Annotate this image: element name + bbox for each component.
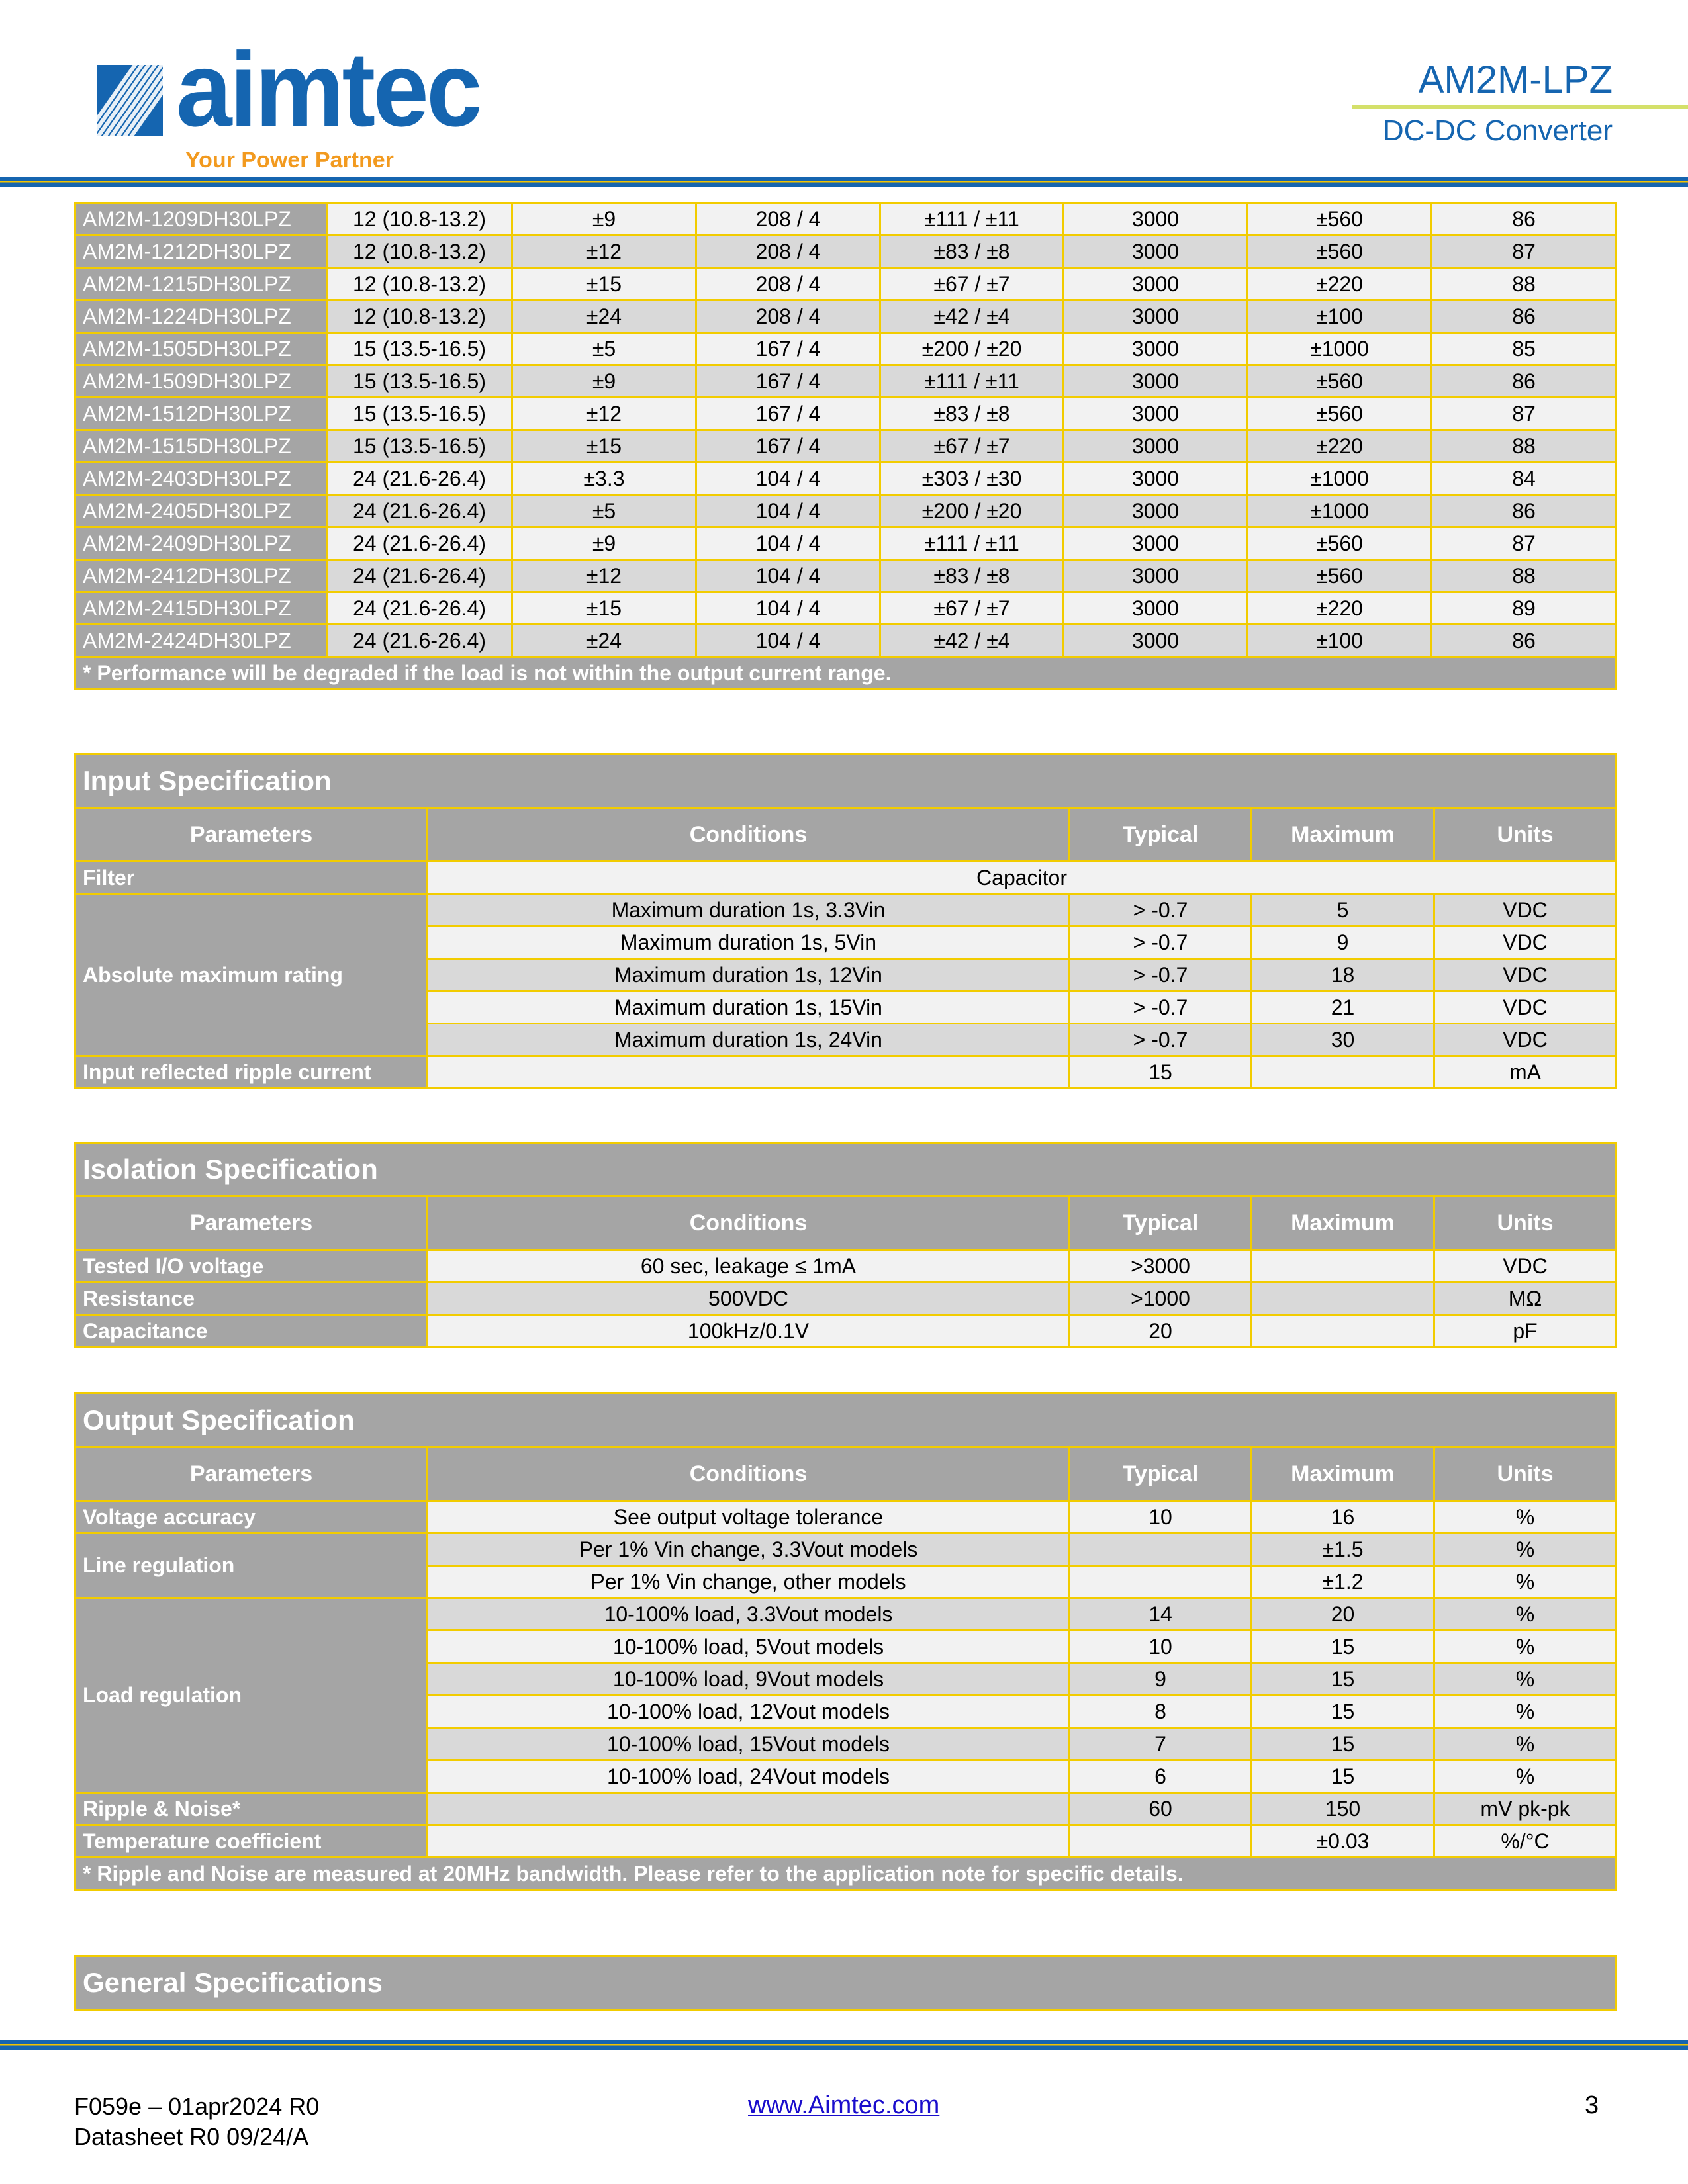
maximum-value: 16	[1252, 1501, 1434, 1533]
parameter-label: Resistance	[75, 1283, 428, 1315]
maximum-value: 5	[1252, 894, 1434, 927]
website-link[interactable]: www.Aimtec.com	[748, 2091, 940, 2119]
models-footnote-row	[75, 657, 1617, 690]
model-value: 86	[1432, 300, 1617, 333]
model-row	[75, 268, 1617, 300]
column-header: Maximum	[1252, 1197, 1434, 1250]
parameter-label: Load regulation	[75, 1598, 428, 1793]
model-value: 104 / 4	[696, 592, 880, 625]
maximum-value: ±1.2	[1252, 1566, 1434, 1598]
condition: Capacitor	[428, 862, 1617, 894]
model-value: 88	[1432, 268, 1617, 300]
model-value: 167 / 4	[696, 365, 880, 398]
units: %	[1434, 1728, 1617, 1760]
model-value: ±111 / ±11	[880, 527, 1064, 560]
model-name: AM2M-1212DH30LPZ	[75, 236, 327, 268]
model-value: 104 / 4	[696, 527, 880, 560]
isolation-specification-table	[74, 1142, 1617, 1348]
model-name: AM2M-2403DH30LPZ	[75, 463, 327, 495]
column-header: Conditions	[428, 1447, 1070, 1501]
model-value: 86	[1432, 203, 1617, 236]
units: %	[1434, 1566, 1617, 1598]
units: MΩ	[1434, 1283, 1617, 1315]
footer-revision	[74, 2091, 319, 2152]
model-value: 24 (21.6-26.4)	[327, 463, 512, 495]
document-title: AM2M-LPZ	[1418, 58, 1613, 101]
column-header: Parameters	[75, 1197, 428, 1250]
condition: 10-100% load, 12Vout models	[428, 1696, 1070, 1728]
model-value: 3000	[1064, 527, 1248, 560]
spec-row	[75, 1533, 1617, 1566]
condition: Per 1% Vin change, 3.3Vout models	[428, 1533, 1070, 1566]
model-value: ±560	[1248, 560, 1432, 592]
section-title: Output Specification	[75, 1394, 1617, 1447]
model-value: ±560	[1248, 527, 1432, 560]
model-value: ±111 / ±11	[880, 365, 1064, 398]
model-value: ±560	[1248, 398, 1432, 430]
column-header: Typical	[1070, 1197, 1252, 1250]
model-value: 15 (13.5-16.5)	[327, 398, 512, 430]
model-value: 24 (21.6-26.4)	[327, 560, 512, 592]
maximum-value: 15	[1252, 1728, 1434, 1760]
model-value: ±83 / ±8	[880, 560, 1064, 592]
column-header: Typical	[1070, 808, 1252, 862]
column-header: Units	[1434, 808, 1617, 862]
maximum-value: 15	[1252, 1696, 1434, 1728]
model-value: ±15	[512, 430, 696, 463]
model-value: 104 / 4	[696, 495, 880, 527]
footer-stripe	[0, 2040, 1688, 2050]
column-header-row	[75, 1447, 1617, 1501]
model-value: 86	[1432, 365, 1617, 398]
model-value: 24 (21.6-26.4)	[327, 527, 512, 560]
model-value: 24 (21.6-26.4)	[327, 495, 512, 527]
model-value: 208 / 4	[696, 203, 880, 236]
model-value: 87	[1432, 527, 1617, 560]
model-value: ±24	[512, 300, 696, 333]
model-value: 24 (21.6-26.4)	[327, 625, 512, 657]
model-value: 88	[1432, 430, 1617, 463]
model-name: AM2M-1209DH30LPZ	[75, 203, 327, 236]
section-title: Isolation Specification	[75, 1143, 1617, 1197]
model-name: AM2M-2424DH30LPZ	[75, 625, 327, 657]
model-value: ±3.3	[512, 463, 696, 495]
parameter-label: Tested I/O voltage	[75, 1250, 428, 1283]
model-row	[75, 592, 1617, 625]
model-value: 104 / 4	[696, 560, 880, 592]
column-header: Conditions	[428, 1197, 1070, 1250]
model-value: 167 / 4	[696, 430, 880, 463]
maximum-value: 30	[1252, 1024, 1434, 1056]
maximum-value	[1252, 1283, 1434, 1315]
typical-value: 7	[1070, 1728, 1252, 1760]
model-value: ±15	[512, 268, 696, 300]
model-value: ±1000	[1248, 333, 1432, 365]
model-row	[75, 398, 1617, 430]
condition: 10-100% load, 9Vout models	[428, 1663, 1070, 1696]
model-value: ±67 / ±7	[880, 268, 1064, 300]
column-header: Conditions	[428, 808, 1070, 862]
units: VDC	[1434, 1250, 1617, 1283]
footnote: * Performance will be degraded if the load is not within the output current range.	[75, 657, 1617, 690]
condition: 10-100% load, 15Vout models	[428, 1728, 1070, 1760]
condition	[428, 1825, 1070, 1858]
model-value: ±220	[1248, 430, 1432, 463]
typical-value: > -0.7	[1070, 1024, 1252, 1056]
units: %/°C	[1434, 1825, 1617, 1858]
units: %	[1434, 1598, 1617, 1631]
maximum-value: ±1.5	[1252, 1533, 1434, 1566]
model-value: ±1000	[1248, 495, 1432, 527]
spec-row	[75, 862, 1617, 894]
model-value: ±12	[512, 398, 696, 430]
column-header: Units	[1434, 1447, 1617, 1501]
model-value: 12 (10.8-13.2)	[327, 300, 512, 333]
typical-value	[1070, 1566, 1252, 1598]
parameter-label: Filter	[75, 862, 428, 894]
model-name: AM2M-2412DH30LPZ	[75, 560, 327, 592]
condition: See output voltage tolerance	[428, 1501, 1070, 1533]
column-header: Parameters	[75, 1447, 428, 1501]
models-table	[74, 202, 1617, 690]
logo-wordmark: aimtec	[176, 30, 480, 148]
units: pF	[1434, 1315, 1617, 1347]
typical-value: > -0.7	[1070, 959, 1252, 991]
model-value: ±9	[512, 365, 696, 398]
parameter-label: Ripple & Noise*	[75, 1793, 428, 1825]
model-row	[75, 365, 1617, 398]
model-value: 86	[1432, 495, 1617, 527]
title-divider	[1352, 105, 1688, 109]
model-value: 167 / 4	[696, 398, 880, 430]
typical-value: > -0.7	[1070, 991, 1252, 1024]
model-value: 3000	[1064, 333, 1248, 365]
model-value: ±67 / ±7	[880, 592, 1064, 625]
section-title-row	[75, 1956, 1617, 2010]
model-value: 12 (10.8-13.2)	[327, 268, 512, 300]
model-value: 12 (10.8-13.2)	[327, 203, 512, 236]
condition: 10-100% load, 3.3Vout models	[428, 1598, 1070, 1631]
model-value: ±67 / ±7	[880, 430, 1064, 463]
model-name: AM2M-2405DH30LPZ	[75, 495, 327, 527]
spec-row	[75, 1250, 1617, 1283]
model-value: 3000	[1064, 592, 1248, 625]
typical-value: 6	[1070, 1760, 1252, 1793]
model-value: 87	[1432, 236, 1617, 268]
typical-value: 14	[1070, 1598, 1252, 1631]
spec-row	[75, 1825, 1617, 1858]
maximum-value: 15	[1252, 1663, 1434, 1696]
column-header: Parameters	[75, 808, 428, 862]
model-value: ±9	[512, 203, 696, 236]
model-value: 3000	[1064, 203, 1248, 236]
logo-tagline: Your Power Partner	[185, 148, 394, 173]
model-value: ±303 / ±30	[880, 463, 1064, 495]
column-header: Units	[1434, 1197, 1617, 1250]
units: %	[1434, 1760, 1617, 1793]
maximum-value: 18	[1252, 959, 1434, 991]
model-row	[75, 333, 1617, 365]
section-title-row	[75, 1143, 1617, 1197]
model-value: ±200 / ±20	[880, 333, 1064, 365]
model-value: ±200 / ±20	[880, 495, 1064, 527]
typical-value: > -0.7	[1070, 927, 1252, 959]
model-value: ±560	[1248, 203, 1432, 236]
model-row	[75, 560, 1617, 592]
model-value: 86	[1432, 625, 1617, 657]
units: VDC	[1434, 959, 1617, 991]
maximum-value: 21	[1252, 991, 1434, 1024]
column-header: Typical	[1070, 1447, 1252, 1501]
model-value: 15 (13.5-16.5)	[327, 333, 512, 365]
condition: 500VDC	[428, 1283, 1070, 1315]
model-value: ±42 / ±4	[880, 625, 1064, 657]
condition: Maximum duration 1s, 24Vin	[428, 1024, 1070, 1056]
typical-value	[1070, 1533, 1252, 1566]
parameter-label: Temperature coefficient	[75, 1825, 428, 1858]
parameter-label: Capacitance	[75, 1315, 428, 1347]
model-value: 24 (21.6-26.4)	[327, 592, 512, 625]
spec-row	[75, 1793, 1617, 1825]
model-value: 3000	[1064, 495, 1248, 527]
column-header-row	[75, 808, 1617, 862]
model-value: ±100	[1248, 625, 1432, 657]
output-specification-table	[74, 1392, 1617, 1891]
column-header: Maximum	[1252, 1447, 1434, 1501]
model-value: 88	[1432, 560, 1617, 592]
condition: Maximum duration 1s, 3.3Vin	[428, 894, 1070, 927]
model-value: ±83 / ±8	[880, 236, 1064, 268]
model-value: ±83 / ±8	[880, 398, 1064, 430]
model-value: 3000	[1064, 625, 1248, 657]
units: mA	[1434, 1056, 1617, 1089]
model-value: 104 / 4	[696, 625, 880, 657]
model-name: AM2M-1224DH30LPZ	[75, 300, 327, 333]
parameter-label: Voltage accuracy	[75, 1501, 428, 1533]
model-value: ±100	[1248, 300, 1432, 333]
column-header-row	[75, 1197, 1617, 1250]
aimtec-logo-mark	[97, 65, 163, 136]
maximum-value	[1252, 1315, 1434, 1347]
maximum-value: 150	[1252, 1793, 1434, 1825]
model-value: ±1000	[1248, 463, 1432, 495]
model-value: 85	[1432, 333, 1617, 365]
typical-value: 10	[1070, 1501, 1252, 1533]
units: %	[1434, 1631, 1617, 1663]
model-value: 3000	[1064, 268, 1248, 300]
maximum-value	[1252, 1250, 1434, 1283]
typical-value	[1070, 1825, 1252, 1858]
model-row	[75, 203, 1617, 236]
model-row	[75, 463, 1617, 495]
section-footnote-row	[75, 1858, 1617, 1890]
units: VDC	[1434, 991, 1617, 1024]
model-name: AM2M-1515DH30LPZ	[75, 430, 327, 463]
model-value: 3000	[1064, 398, 1248, 430]
model-row	[75, 495, 1617, 527]
maximum-value: 15	[1252, 1631, 1434, 1663]
model-value: 84	[1432, 463, 1617, 495]
model-value: ±111 / ±11	[880, 203, 1064, 236]
model-row	[75, 236, 1617, 268]
model-value: 104 / 4	[696, 463, 880, 495]
model-value: 15 (13.5-16.5)	[327, 430, 512, 463]
typical-value: 20	[1070, 1315, 1252, 1347]
condition: 10-100% load, 24Vout models	[428, 1760, 1070, 1793]
section-title-row	[75, 1394, 1617, 1447]
typical-value: 10	[1070, 1631, 1252, 1663]
typical-value: 60	[1070, 1793, 1252, 1825]
condition: 100kHz/0.1V	[428, 1315, 1070, 1347]
parameter-label: Line regulation	[75, 1533, 428, 1598]
model-value: ±9	[512, 527, 696, 560]
maximum-value	[1252, 1056, 1434, 1089]
model-value: ±24	[512, 625, 696, 657]
units: %	[1434, 1663, 1617, 1696]
general-specifications-table	[74, 1955, 1617, 2011]
typical-value: 15	[1070, 1056, 1252, 1089]
model-row	[75, 430, 1617, 463]
spec-row	[75, 1598, 1617, 1631]
spec-row	[75, 1501, 1617, 1533]
condition: Maximum duration 1s, 5Vin	[428, 927, 1070, 959]
document-subtitle: DC-DC Converter	[1382, 114, 1613, 147]
footnote: * Ripple and Noise are measured at 20MHz bandwidth. Please refer to the application note for specific details.	[75, 1858, 1617, 1890]
spec-row	[75, 1283, 1617, 1315]
header-stripe	[0, 177, 1688, 187]
spec-row	[75, 1056, 1617, 1089]
model-name: AM2M-1509DH30LPZ	[75, 365, 327, 398]
model-value: 3000	[1064, 463, 1248, 495]
condition	[428, 1056, 1070, 1089]
model-value: 3000	[1064, 236, 1248, 268]
typical-value: 8	[1070, 1696, 1252, 1728]
units: VDC	[1434, 1024, 1617, 1056]
parameter-label: Input reflected ripple current	[75, 1056, 428, 1089]
model-value: ±12	[512, 236, 696, 268]
model-value: 208 / 4	[696, 268, 880, 300]
form-number: F059e – 01apr2024 R0	[74, 2093, 320, 2120]
model-name: AM2M-1215DH30LPZ	[75, 268, 327, 300]
typical-value: 9	[1070, 1663, 1252, 1696]
model-value: 3000	[1064, 365, 1248, 398]
model-value: ±5	[512, 333, 696, 365]
model-row	[75, 625, 1617, 657]
units: %	[1434, 1696, 1617, 1728]
model-value: ±15	[512, 592, 696, 625]
section-title: Input Specification	[75, 754, 1617, 808]
condition: Per 1% Vin change, other models	[428, 1566, 1070, 1598]
section-title-row	[75, 754, 1617, 808]
model-value: 12 (10.8-13.2)	[327, 236, 512, 268]
spec-row	[75, 894, 1617, 927]
condition: Maximum duration 1s, 15Vin	[428, 991, 1070, 1024]
page-number: 3	[1585, 2091, 1599, 2119]
model-value: 208 / 4	[696, 236, 880, 268]
model-value: ±560	[1248, 365, 1432, 398]
maximum-value: 15	[1252, 1760, 1434, 1793]
typical-value: >3000	[1070, 1250, 1252, 1283]
model-value: 3000	[1064, 430, 1248, 463]
model-value: ±42 / ±4	[880, 300, 1064, 333]
maximum-value: ±0.03	[1252, 1825, 1434, 1858]
model-value: 15 (13.5-16.5)	[327, 365, 512, 398]
model-value: ±5	[512, 495, 696, 527]
maximum-value: 20	[1252, 1598, 1434, 1631]
model-value: ±12	[512, 560, 696, 592]
input-specification-table	[74, 753, 1617, 1089]
condition: 60 sec, leakage ≤ 1mA	[428, 1250, 1070, 1283]
model-value: 208 / 4	[696, 300, 880, 333]
typical-value: >1000	[1070, 1283, 1252, 1315]
units: mV pk-pk	[1434, 1793, 1617, 1825]
model-value: 3000	[1064, 300, 1248, 333]
model-row	[75, 300, 1617, 333]
section-title: General Specifications	[75, 1956, 1617, 2010]
model-value: 167 / 4	[696, 333, 880, 365]
units: VDC	[1434, 894, 1617, 927]
datasheet-revision: Datasheet R0 09/24/A	[74, 2123, 309, 2150]
condition	[428, 1793, 1070, 1825]
condition: Maximum duration 1s, 12Vin	[428, 959, 1070, 991]
model-value: ±220	[1248, 592, 1432, 625]
parameter-label: Absolute maximum rating	[75, 894, 428, 1056]
model-value: ±560	[1248, 236, 1432, 268]
model-value: 89	[1432, 592, 1617, 625]
model-name: AM2M-2409DH30LPZ	[75, 527, 327, 560]
maximum-value: 9	[1252, 927, 1434, 959]
model-name: AM2M-1512DH30LPZ	[75, 398, 327, 430]
model-value: ±220	[1248, 268, 1432, 300]
column-header: Maximum	[1252, 808, 1434, 862]
model-value: 87	[1432, 398, 1617, 430]
condition: 10-100% load, 5Vout models	[428, 1631, 1070, 1663]
typical-value: > -0.7	[1070, 894, 1252, 927]
units: VDC	[1434, 927, 1617, 959]
model-name: AM2M-1505DH30LPZ	[75, 333, 327, 365]
units: %	[1434, 1501, 1617, 1533]
units: %	[1434, 1533, 1617, 1566]
spec-row	[75, 1315, 1617, 1347]
model-name: AM2M-2415DH30LPZ	[75, 592, 327, 625]
model-row	[75, 527, 1617, 560]
model-value: 3000	[1064, 560, 1248, 592]
